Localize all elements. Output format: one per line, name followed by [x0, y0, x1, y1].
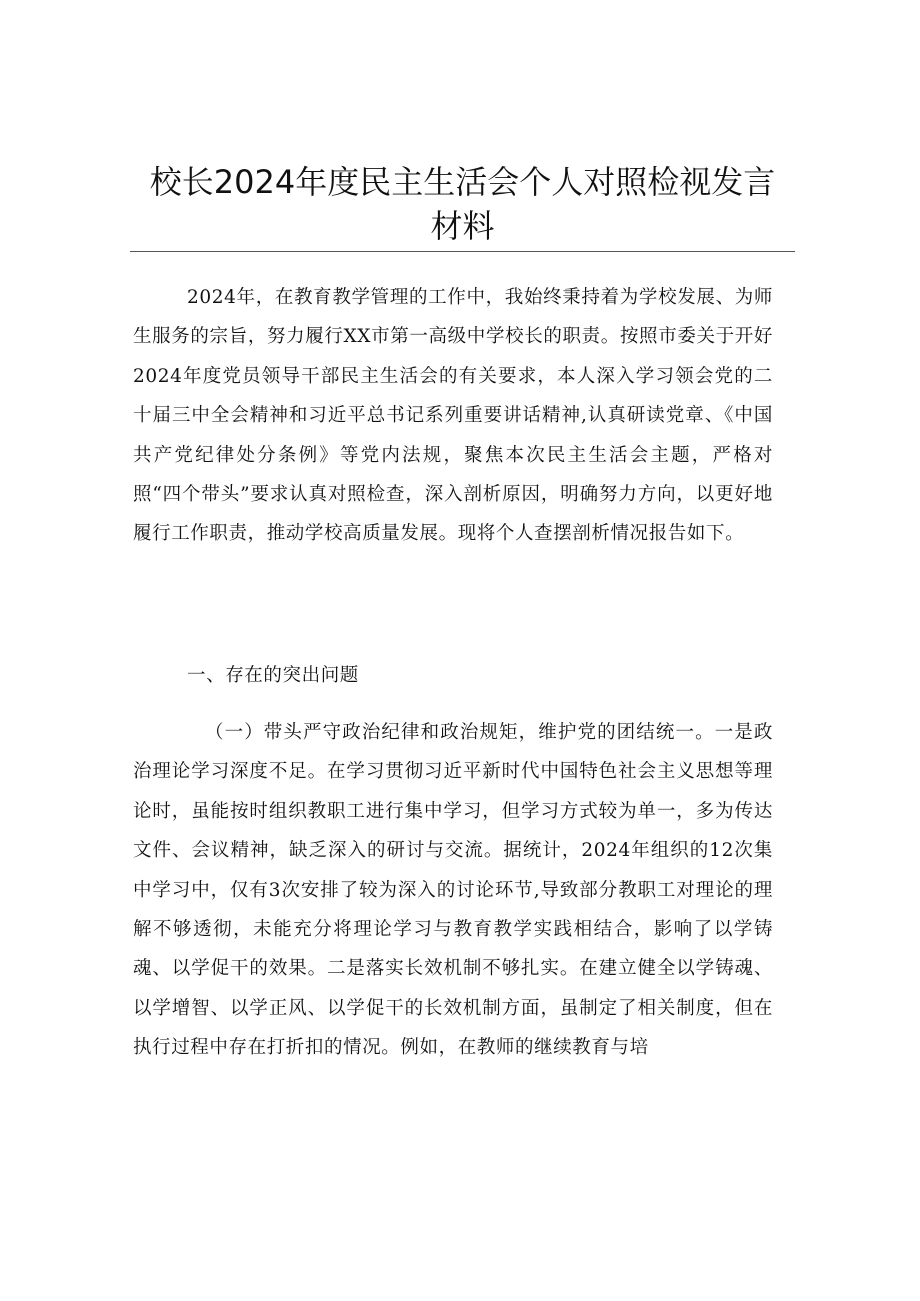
title-line-2: 材料 [430, 207, 495, 245]
intro-paragraph: 2024年，在教育教学管理的工作中，我始终秉持着为学校发展、为师生服务的宗旨，努力履行XX市第一高级中学校长的职责。按照市委关于开好2024年度党员领导干部民主生活会的有关要求，本人深入学习领会党的二十届三中全会精神和习近平总书记系列重要讲话精神,认真研读党章、《中国共产党纪律处分条例》等党内法规，聚焦本次民主生活会主题，严格对照“四个带头”要求认真对照检查，深入剖析原因，明确努力方向，以更好地履行工作职责，推动学校高质量发展。现将个人查摆剖析情况报告如下。 [133, 287, 773, 545]
section-heading: 一、存在的突出问题 [187, 665, 359, 686]
document-title [130, 160, 795, 248]
title-divider [130, 251, 795, 252]
section-body-paragraph: （一）带头严守政治纪律和政治规矩，维护党的团结统一。一是政治理论学习深度不足。在学习贯彻习近平新时代中国特色社会主义思想等理论时，虽能按时组织教职工进行集中学习，但学习方式较为单一，多为传达文件、会议精神，缺乏深入的研讨与交流。据统计，2024年组织的12次集中学习中，仅有3次安排了较为深入的讨论环节,导致部分教职工对理论的理解不够透彻，未能充分将理论学习与教育教学实践相结合，影响了以学铸魂、以学促干的效果。二是落实长效机制不够扎实。在建立健全以学铸魂、以学增智、以学正风、以学促干的长效机制方面，虽制定了相关制度，但在执行过程中存在打折扣的情况。例如，在教师的继续教育与培 [133, 722, 773, 1059]
title-line-1: 校长2024年度民主生活会个人对照检视发言 [149, 163, 776, 201]
